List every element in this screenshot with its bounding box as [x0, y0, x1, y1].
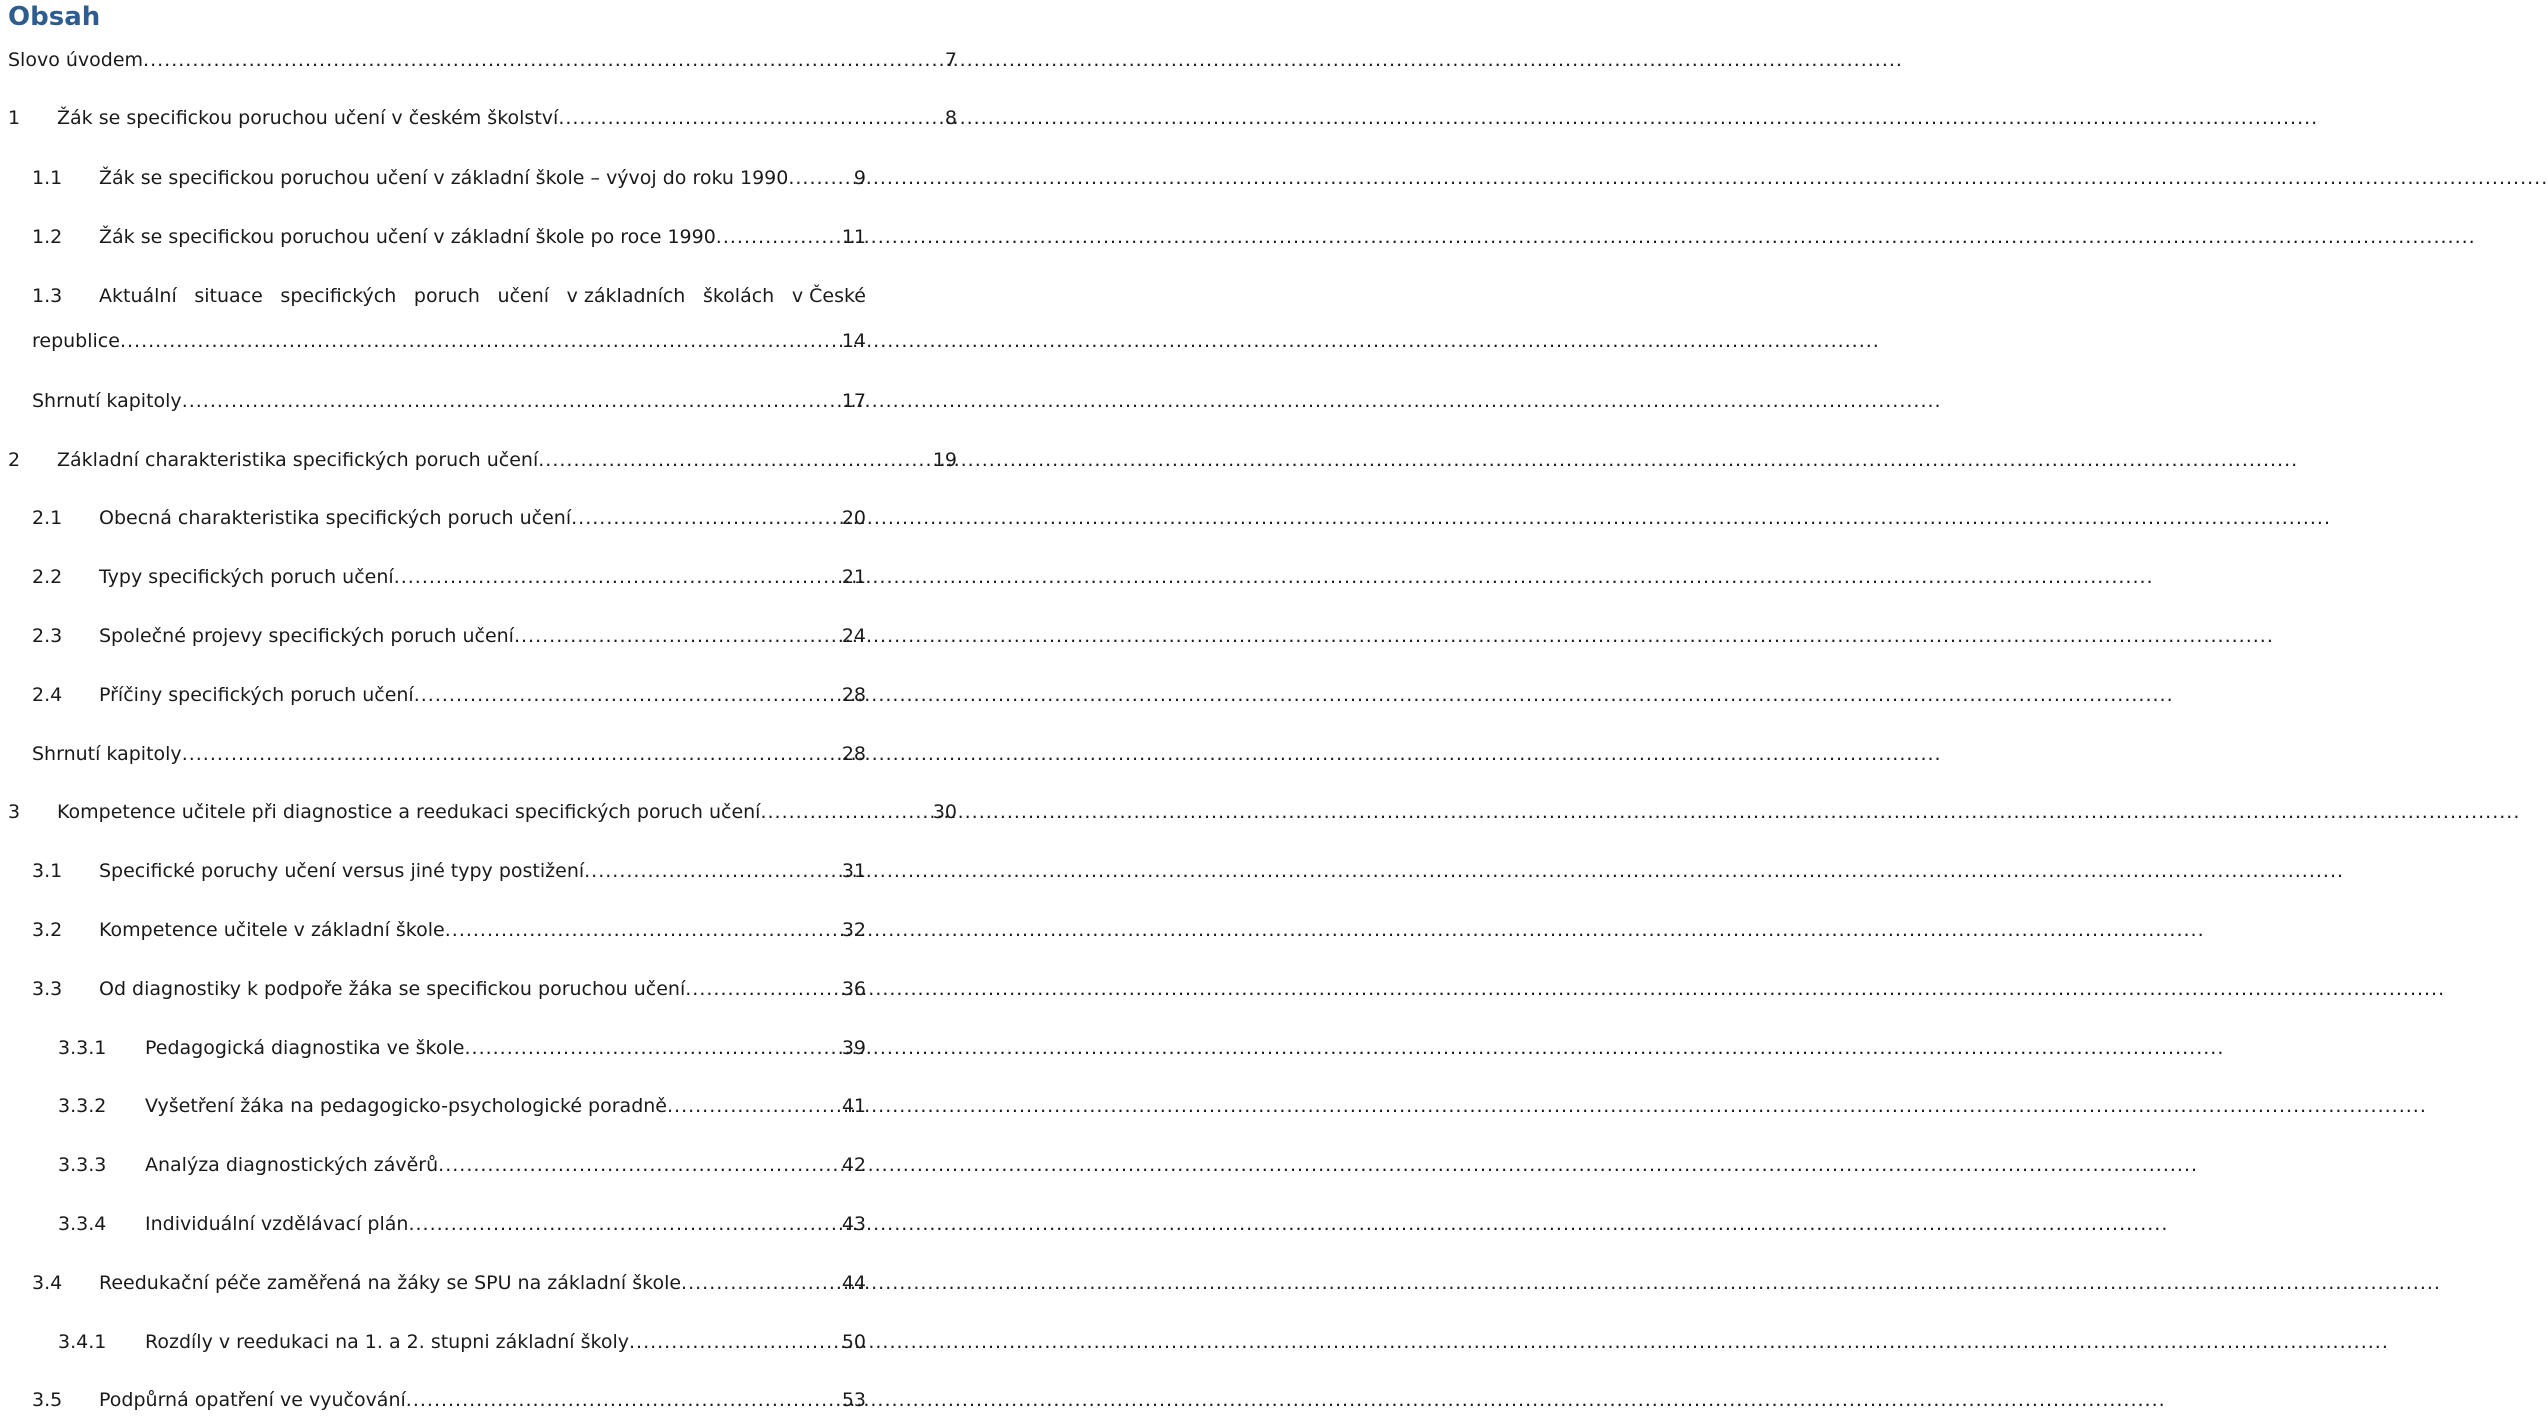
- toc-entry-title: Specifické poruchy učení versus jiné typy postižení: [99, 860, 585, 882]
- toc-page-number: 41: [841, 1095, 866, 1117]
- toc-entry[interactable]: [58, 1150, 866, 1180]
- toc-leader: [394, 562, 840, 592]
- toc-entry-number: 3.5: [32, 1389, 63, 1411]
- toc-entry-title: Slovo úvodem: [8, 49, 144, 71]
- toc-entry-number: 3.1: [32, 860, 63, 882]
- toc-entry-number: 2.4: [32, 684, 63, 706]
- toc-title-word: specifických: [280, 285, 397, 307]
- toc-leader: [716, 222, 840, 252]
- toc-entry[interactable]: [32, 739, 866, 769]
- toc-title-word: situace: [194, 285, 263, 307]
- toc-entry-title: Žák se specifickou poruchou učení v českém školství: [57, 107, 559, 129]
- toc-page-number: 21: [841, 566, 866, 588]
- toc-leader: [406, 1385, 840, 1415]
- toc-page-number: 43: [841, 1213, 866, 1235]
- toc-entry[interactable]: [58, 1033, 866, 1063]
- toc-page-number: 28: [841, 743, 866, 765]
- toc-leader: [558, 103, 943, 133]
- toc-entry-title: Kompetence učitele v základní škole: [99, 919, 445, 941]
- toc-entry-title-line1: [99, 281, 866, 311]
- toc-entry-number: 1.3: [32, 285, 63, 307]
- toc-page-number: 36: [841, 978, 866, 1000]
- toc-entry-number: 2.2: [32, 566, 63, 588]
- toc-entry-title: Žák se specifickou poruchou učení v základní škole – vývoj do roku 1990: [99, 167, 789, 189]
- toc-entry-number: 3.3: [32, 978, 63, 1000]
- toc-entry-title: Kompetence učitele při diagnostice a reedukaci specifických poruch učení: [57, 801, 761, 823]
- toc-leader: [788, 163, 852, 193]
- toc-entry[interactable]: [58, 1091, 866, 1121]
- toc-leader: [584, 856, 840, 886]
- toc-entry-number: 3.3.1: [58, 1037, 107, 1059]
- toc-leader: [414, 680, 840, 710]
- toc-entry-title: Základní charakteristika specifických poruch učení: [57, 449, 539, 471]
- toc-page-number: 32: [841, 919, 866, 941]
- toc-entry-title: Shrnutí kapitoly: [32, 390, 182, 412]
- toc-page-number: 28: [841, 684, 866, 706]
- toc-leader: [667, 1091, 840, 1121]
- toc-entry-title: Shrnutí kapitoly: [32, 743, 182, 765]
- toc-leader: [120, 326, 840, 356]
- toc-page: [0, 0, 960, 1416]
- toc-entry[interactable]: [8, 45, 957, 75]
- toc-leader: [182, 386, 840, 416]
- toc-leader: [514, 621, 840, 651]
- toc-entry[interactable]: [32, 974, 866, 1004]
- toc-entry[interactable]: [32, 163, 866, 193]
- toc-entry[interactable]: [32, 915, 866, 945]
- toc-entry-title: Od diagnostiky k podpoře žáka se specifickou poruchou učení: [99, 978, 686, 1000]
- toc-entry-title: Reedukační péče zaměřená na žáky se SPU na základní škole: [99, 1272, 682, 1294]
- toc-leader: [760, 797, 930, 827]
- toc-page-number: 53: [841, 1389, 866, 1411]
- toc-entry-title: Obecná charakteristika specifických poruch učení: [99, 507, 572, 529]
- toc-entry-title: Podpůrná opatření ve vyučování: [99, 1389, 406, 1411]
- toc-entry-title: Společné projevy specifických poruch učení: [99, 625, 514, 647]
- toc-leader: [629, 1327, 840, 1357]
- toc-page-number: 8: [944, 107, 957, 129]
- toc-entry-title: Rozdíly v reedukaci na 1. a 2. stupni základní školy: [145, 1331, 629, 1353]
- toc-entry-continuation[interactable]: [32, 326, 866, 356]
- toc-entry[interactable]: [32, 503, 866, 533]
- toc-entry-title: Příčiny specifických poruch učení: [99, 684, 414, 706]
- toc-entry-title: Žák se specifickou poruchou učení v základní škole po roce 1990: [99, 226, 716, 248]
- toc-entry-number: 3.3.2: [58, 1095, 107, 1117]
- toc-page-number: 7: [944, 49, 957, 71]
- toc-page-number: 19: [932, 449, 957, 471]
- toc-leader: [685, 974, 840, 1004]
- toc-entry-number: 3: [8, 801, 21, 823]
- toc-entry[interactable]: [58, 1209, 866, 1239]
- toc-entry[interactable]: [58, 1327, 866, 1357]
- toc-entry-title: Individuální vzdělávací plán: [145, 1213, 409, 1235]
- toc-page-number: 17: [841, 390, 866, 412]
- toc-entry-number: 2.3: [32, 625, 63, 647]
- toc-entry[interactable]: [32, 222, 866, 252]
- toc-title-word: poruch: [413, 285, 480, 307]
- toc-entry[interactable]: [32, 281, 866, 311]
- toc-entry[interactable]: [32, 856, 866, 886]
- toc-page-number: 50: [841, 1331, 866, 1353]
- toc-title-word: v základních: [566, 285, 686, 307]
- toc-entry-number: 3.4.1: [58, 1331, 107, 1353]
- toc-entry-number: 1.2: [32, 226, 63, 248]
- toc-leader: [182, 739, 840, 769]
- toc-page-number: 39: [841, 1037, 866, 1059]
- toc-page-number: 31: [841, 860, 866, 882]
- toc-leader: [438, 1150, 840, 1180]
- toc-entry-title: Typy specifických poruch učení: [99, 566, 394, 588]
- toc-entry[interactable]: [8, 797, 957, 827]
- toc-title-word: v České: [791, 285, 866, 307]
- toc-entry[interactable]: [32, 386, 866, 416]
- toc-entry-number: 3.4: [32, 1272, 63, 1294]
- toc-entry-number: 2.1: [32, 507, 63, 529]
- toc-leader: [681, 1268, 840, 1298]
- toc-entry-number: 1.1: [32, 167, 63, 189]
- toc-entry-title: Pedagogická diagnostika ve škole: [145, 1037, 465, 1059]
- toc-title-word: učení: [497, 285, 550, 307]
- toc-page-number: 14: [841, 330, 866, 352]
- toc-title-word: Aktuální: [99, 285, 177, 307]
- toc-leader: [538, 445, 931, 475]
- toc-entry-title: Vyšetření žáka na pedagogicko-psychologické poradně: [145, 1095, 667, 1117]
- toc-page-number: 30: [932, 801, 957, 823]
- toc-entry[interactable]: [8, 445, 957, 475]
- toc-entry-title-line2: republice: [32, 330, 120, 352]
- toc-page-number: 20: [841, 507, 866, 529]
- toc-leader: [464, 1033, 839, 1063]
- toc-entry[interactable]: [32, 621, 866, 651]
- toc-entry-number: 3.3.3: [58, 1154, 107, 1176]
- toc-entry-number: 2: [8, 449, 21, 471]
- toc-entry[interactable]: [32, 1385, 866, 1415]
- toc-entry[interactable]: [32, 1268, 866, 1298]
- toc-heading: Obsah: [8, 2, 101, 32]
- toc-entry-number: 3.3.4: [58, 1213, 107, 1235]
- toc-page-number: 9: [853, 167, 866, 189]
- toc-page-number: 11: [841, 226, 866, 248]
- toc-title-word: školách: [702, 285, 775, 307]
- toc-page-number: 44: [841, 1272, 866, 1294]
- toc-page-number: 42: [841, 1154, 866, 1176]
- toc-entry-number: 1: [8, 107, 21, 129]
- toc-entry[interactable]: [32, 562, 866, 592]
- toc-page-number: 24: [841, 625, 866, 647]
- toc-entry-number: 3.2: [32, 919, 63, 941]
- toc-leader: [408, 1209, 839, 1239]
- toc-entry[interactable]: [8, 103, 957, 133]
- toc-leader: [571, 503, 840, 533]
- toc-leader: [143, 45, 943, 75]
- toc-entry-title: Analýza diagnostických závěrů: [145, 1154, 439, 1176]
- toc-leader: [445, 915, 840, 945]
- toc-entry[interactable]: [32, 680, 866, 710]
